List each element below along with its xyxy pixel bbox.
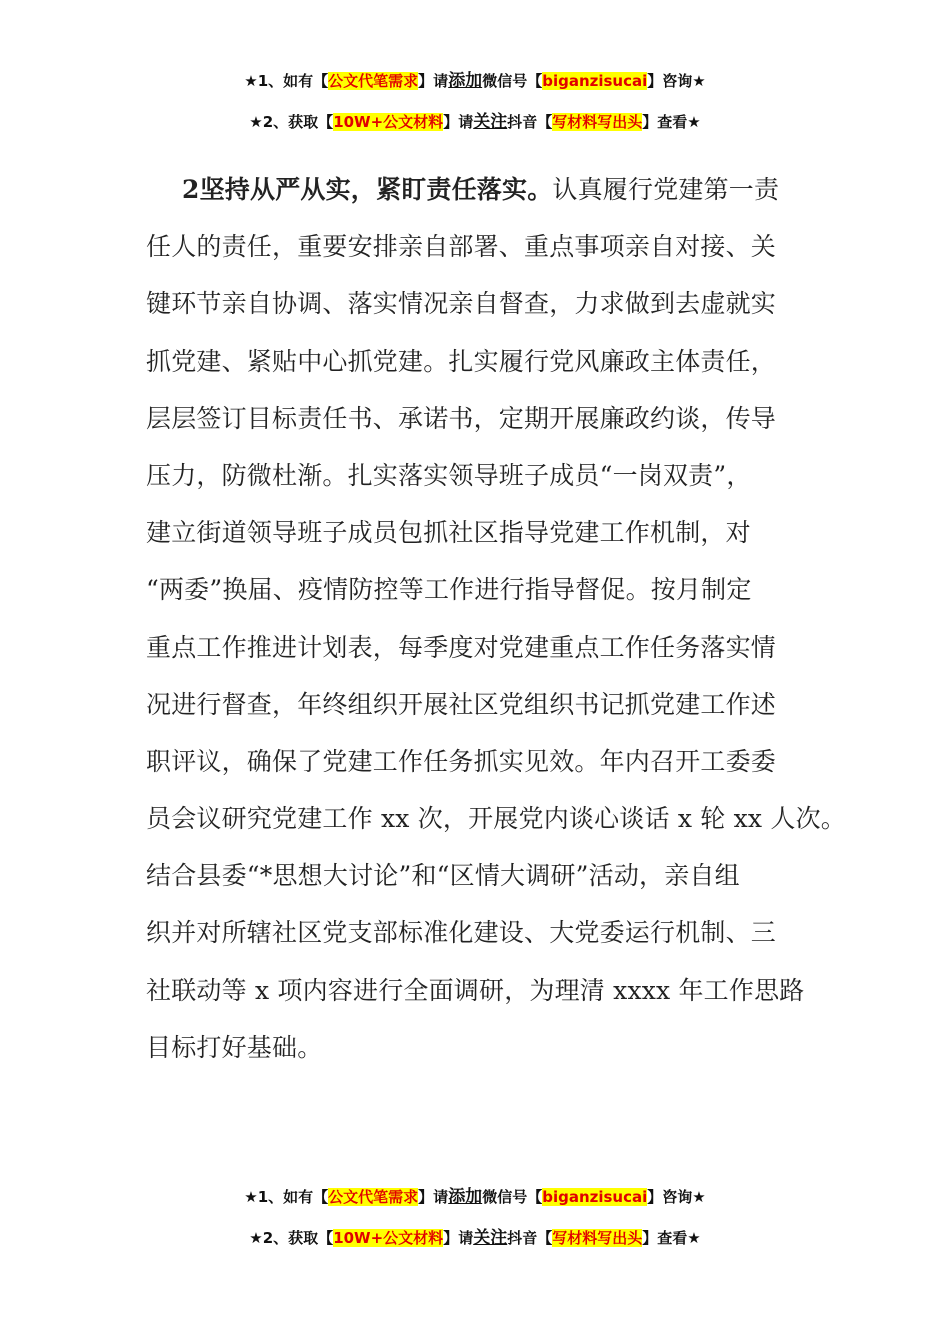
banner-text: 】请 [418, 72, 449, 90]
banner-highlight-service: 公文代笔需求 [328, 72, 419, 90]
paragraph-line: 员会议研究党建工作 xx 次，开展党内谈心谈话 x 轮 xx 人次。 [146, 804, 846, 834]
paragraph-lead-heading: 2坚持从严从实，紧盯责任落实。 [182, 175, 553, 204]
banner-text: 微信号【 [482, 1188, 543, 1206]
paragraph-line [146, 161, 826, 218]
paragraph-line: 压力，防微杜渐。扎实落实领导班子成员“一岗双责”， [146, 460, 752, 490]
paragraph-line: 抓党建、紧贴中心抓党建。扎实履行党风廉政主体责任， [146, 346, 777, 376]
document-paragraph [146, 161, 846, 1076]
paragraph-line: 目标打好基础。 [146, 1032, 323, 1062]
paragraph-line-text: 认真履行党建第一责 [552, 175, 780, 204]
banner-text: 】请 [443, 113, 474, 131]
paragraph-line: 结合县委“*思想大讨论”和“区情大调研”活动，亲自组 [146, 861, 740, 891]
banner-text: 微信号【 [482, 72, 543, 90]
banner-text: 抖音【 [507, 113, 553, 131]
banner-emphasis: 关注 [473, 112, 508, 132]
banner-highlight-materials: 10W+公文材料 [333, 1229, 444, 1247]
paragraph-line: 职评议，确保了党建工作任务抓实见效。年内召开工委委 [146, 746, 777, 776]
banner-prefix: ★2、获取【 [249, 113, 334, 131]
banner-highlight-douyin: 写材料写出头 [552, 113, 643, 131]
bottom-banner-line-2 [0, 1227, 950, 1249]
paragraph-line: 重点工作推进计划表，每季度对党建重点工作任务落实情 [146, 632, 777, 662]
banner-highlight-materials: 10W+公文材料 [333, 113, 444, 131]
paragraph-line: 键环节亲自协调、落实情况亲自督查，力求做到去虚就实 [146, 289, 777, 319]
paragraph-line: 任人的责任，重要安排亲自部署、重点事项亲自对接、关 [146, 232, 777, 262]
paragraph-line: 层层签订目标责任书、承诺书，定期开展廉政约谈，传导 [146, 403, 777, 433]
bottom-banner-line-1 [0, 1186, 950, 1208]
banner-prefix: ★1、如有【 [244, 1188, 329, 1206]
banner-text: 抖音【 [507, 1229, 553, 1247]
banner-prefix: ★2、获取【 [249, 1229, 334, 1247]
banner-text: 】请 [418, 1188, 449, 1206]
banner-suffix: 】咨询★ [647, 72, 706, 90]
paragraph-line: 建立街道领导班子成员包抓社区指导党建工作机制，对 [146, 518, 751, 548]
banner-text: 】请 [443, 1229, 474, 1247]
banner-suffix: 】查看★ [642, 1229, 701, 1247]
paragraph-line: 况进行督查，年终组织开展社区党组织书记抓党建工作述 [146, 689, 777, 719]
paragraph-line: 织并对所辖社区党支部标准化建设、大党委运行机制、三 [146, 918, 777, 948]
paragraph-line: “两委”换届、疫情防控等工作进行指导督促。按月制定 [146, 575, 752, 605]
banner-highlight-douyin: 写材料写出头 [552, 1229, 643, 1247]
banner-suffix: 】查看★ [642, 113, 701, 131]
banner-emphasis: 添加 [448, 1187, 483, 1207]
banner-suffix: 】咨询★ [647, 1188, 706, 1206]
banner-emphasis: 关注 [473, 1228, 508, 1248]
paragraph-line: 社联动等 x 项内容进行全面调研，为理清 xxxx 年工作思路 [146, 975, 805, 1005]
banner-highlight-wechat-id: biganzisucai [542, 72, 648, 90]
top-banner-line-1 [0, 70, 950, 92]
banner-emphasis: 添加 [448, 71, 483, 91]
top-banner-line-2 [0, 111, 950, 133]
banner-prefix: ★1、如有【 [244, 72, 329, 90]
banner-highlight-wechat-id: biganzisucai [542, 1188, 648, 1206]
banner-highlight-service: 公文代笔需求 [328, 1188, 419, 1206]
